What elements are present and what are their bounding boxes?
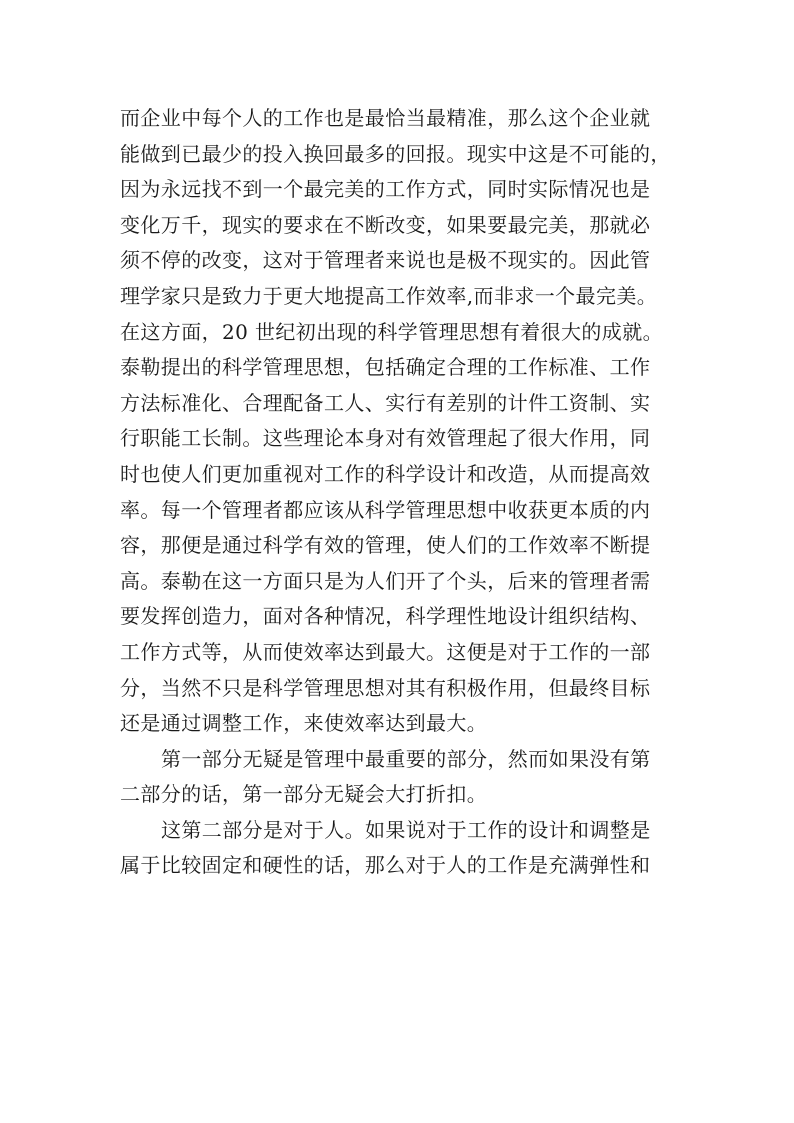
text-line: 方法标准化、合理配备工人、实行有差别的计件工资制、实 <box>120 390 651 415</box>
text-line: 时也使人们更加重视对工作的科学设计和改造，从而提高效 <box>120 461 651 486</box>
paragraph-first-line: 这第二部分是对于人。如果说对于工作的设计和调整是 <box>161 817 651 842</box>
text-line: 而企业中每个人的工作也是最恰当最精准，那么这个企业就 <box>120 106 651 130</box>
text-line: 率。每一个管理者都应该从科学管理思想中收获更本质的内 <box>120 497 651 522</box>
text-line: 工作方式等，从而使效率达到最大。这便是对于工作的一部 <box>120 639 651 664</box>
text-line: 变化万千，现实的要求在不断改变，如果要最完美，那就必 <box>120 212 651 237</box>
body-text <box>120 101 680 884</box>
paragraph-first-line: 第一部分无疑是管理中最重要的部分，然而如果没有第 <box>161 746 651 771</box>
text-line: 分，当然不只是科学管理思想对其有积极作用，但最终目标 <box>120 675 651 700</box>
text-line: 属于比较固定和硬性的话，那么对于人的工作是充满弹性和 <box>120 853 651 878</box>
text-line: 二部分的话，第一部分无疑会大打折扣。 <box>120 782 488 807</box>
text-line: 还是通过调整工作，来使效率达到最大。 <box>120 711 488 736</box>
text-line: 容，那便是通过科学有效的管理，使人们的工作效率不断提 <box>120 533 651 558</box>
text-line: 行职能工长制。这些理论本身对有效管理起了很大作用，同 <box>120 426 651 451</box>
text-line: 理学家只是致力于更大地提高工作效率,而非求一个最完美。 <box>120 283 658 308</box>
text-line: 因为永远找不到一个最完美的工作方式，同时实际情况也是 <box>120 177 651 202</box>
text-line: 要发挥创造力，面对各种情况，科学理性地设计组织结构、 <box>120 604 651 629</box>
text-line: 高。泰勒在这一方面只是为人们开了个头，后来的管理者需 <box>120 568 651 593</box>
text-line: 泰勒提出的科学管理思想，包括确定合理的工作标准、工作 <box>120 355 651 380</box>
text-line: 能做到已最少的投入换回最多的回报。现实中这是不可能的， <box>120 141 671 166</box>
text-line: 在这方面，20 世纪初出现的科学管理思想有着很大的成就。 <box>120 319 664 344</box>
text-line: 须不停的改变，这对于管理者来说也是极不现实的。因此管 <box>120 248 651 273</box>
